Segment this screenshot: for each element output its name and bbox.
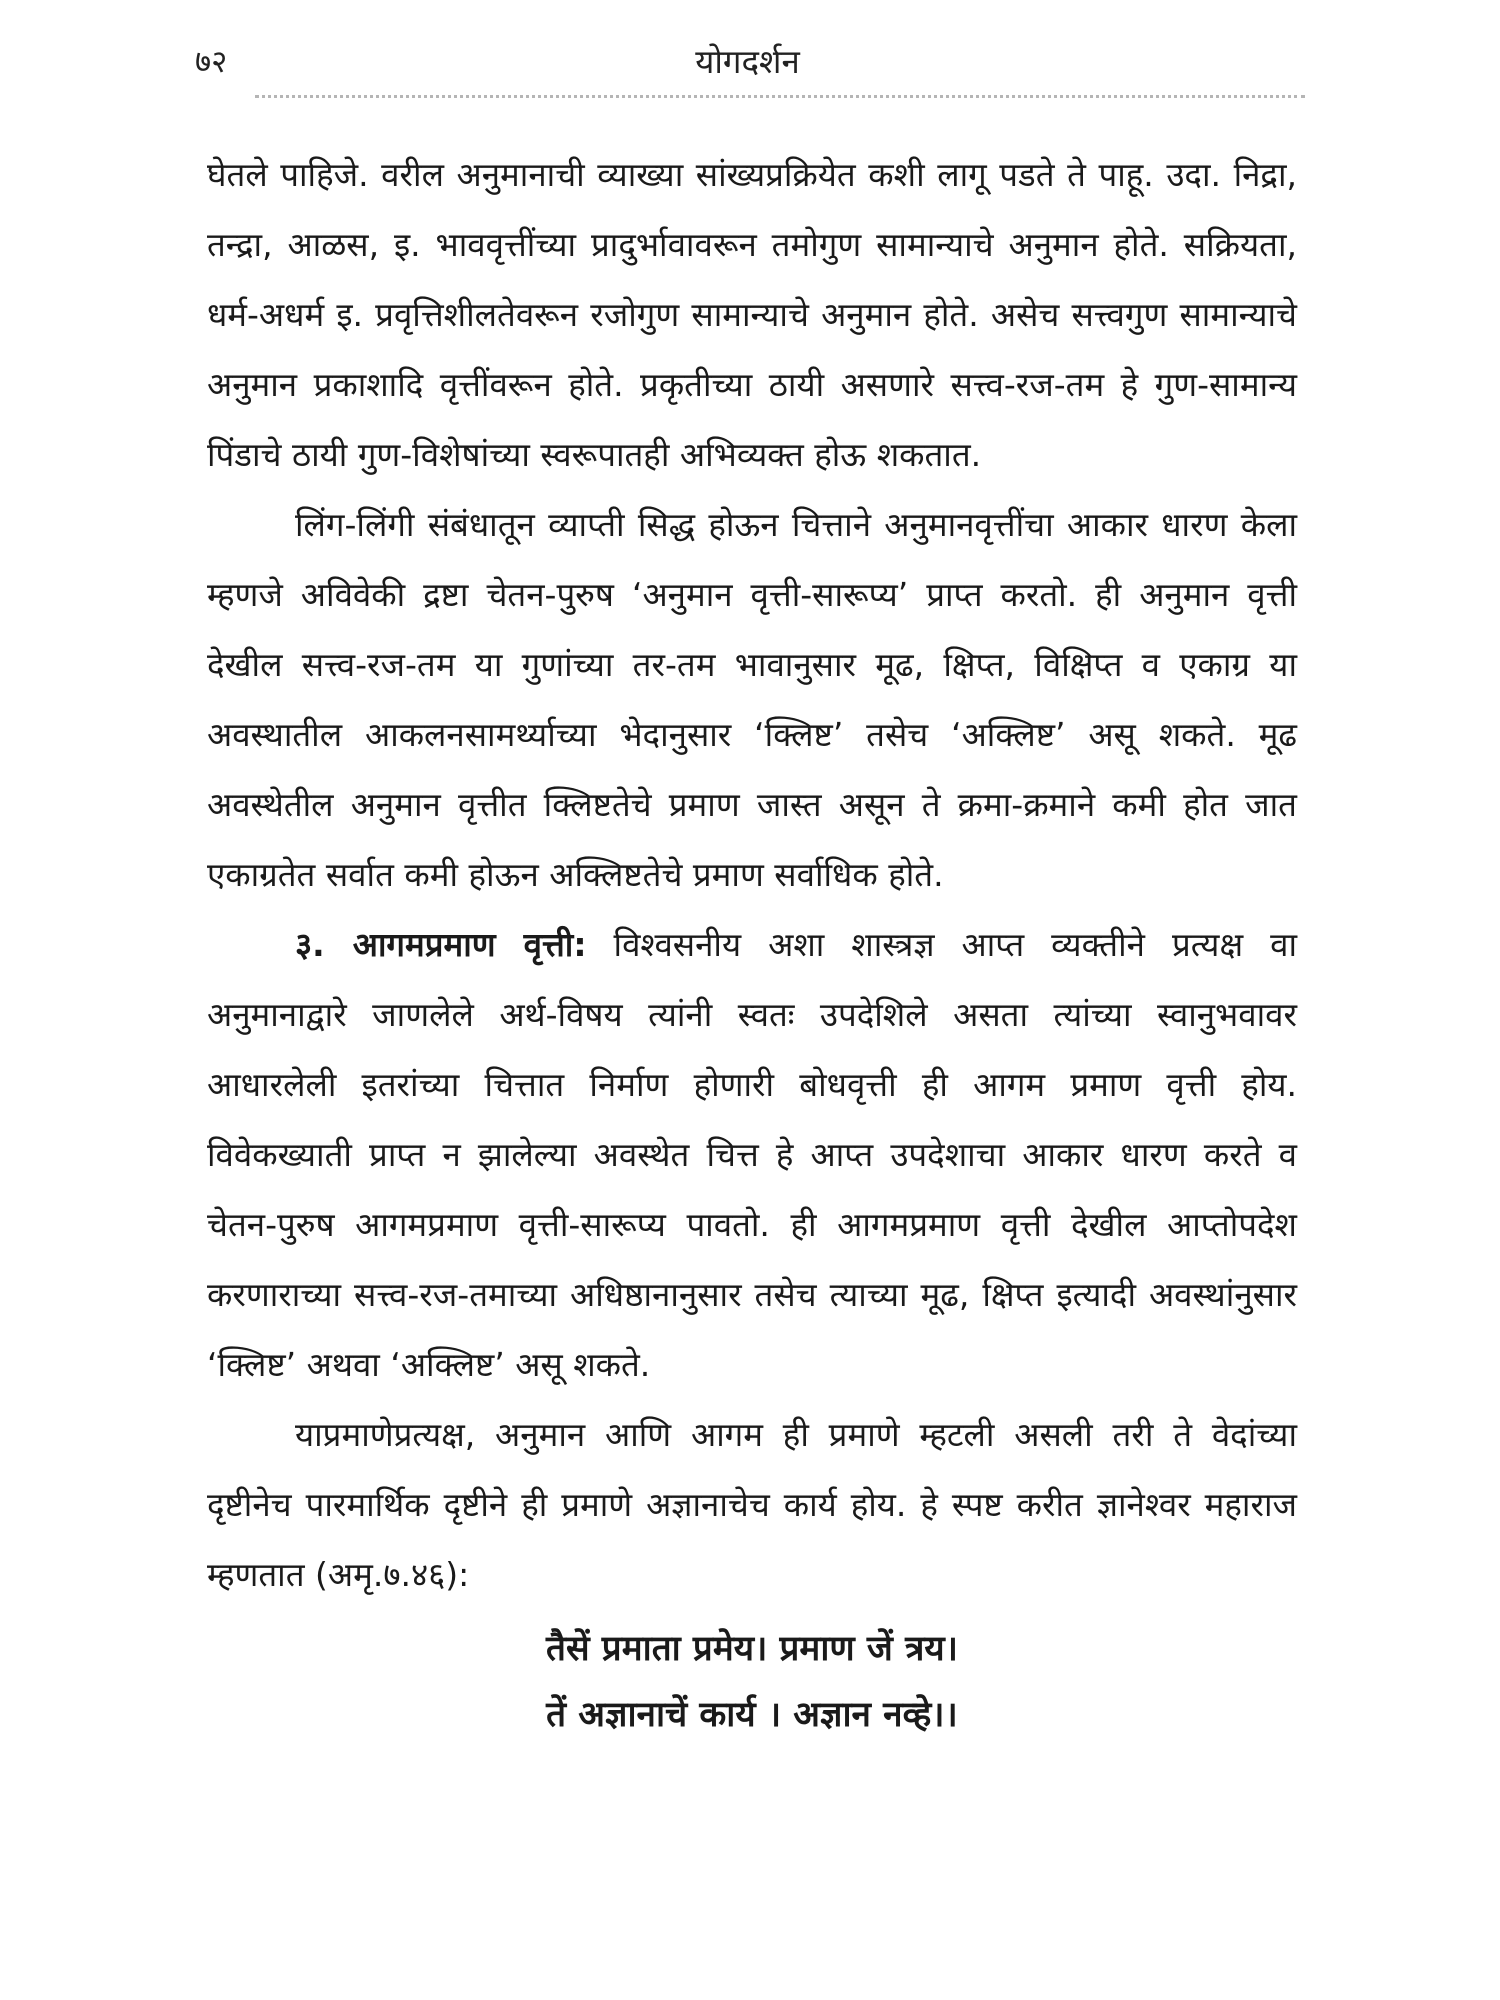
page-number: ७२	[195, 44, 228, 80]
section-heading-agama: ३. आगमप्रमाण वृत्ती:	[295, 925, 587, 964]
header-divider	[255, 95, 1305, 98]
verse-line-2: तें अज्ञानाचें कार्य । अज्ञान नव्हे।।	[546, 1695, 958, 1735]
verse-line-1: तैसें प्रमाता प्रमेय। प्रमाण जें त्रय।	[546, 1629, 958, 1669]
page-body	[207, 140, 1297, 1748]
paragraph-linga-lingi: लिंग-लिंगी संबंधातून व्याप्ती सिद्ध होऊन चित्ताने अनुमानवृत्तींचा आकार धारण केला म्हणजे अविवेकी द्रष्टा चेतन-पुरुष ‘अनुमान वृत्ती-सारूप्य’ प्राप्त करतो. ही अनुमान वृत्ती देखील सत्त्व-रज-तम या गुणांच्या तर-तम भावानुसार मूढ, क्षिप्त, विक्षिप्त व एकाग्र या अवस्थातील आकलनसामर्थ्याच्या भेदानुसार ‘क्लिष्ट’ तसेच ‘अक्लिष्ट’ असू शकते. मूढ अवस्थेतील अनुमान वृत्तीत क्लिष्टतेचे प्रमाण जास्त असून ते क्रमा-क्रमाने कमी होत जात एकाग्रतेत सर्वात कमी होऊन अक्लिष्टतेचे प्रमाण सर्वाधिक होते.	[207, 505, 1297, 894]
running-title: योगदर्शन	[695, 42, 800, 81]
paragraph-agama-pramana	[207, 910, 1297, 1400]
verse-quote	[207, 1616, 1297, 1748]
paragraph-inference-examples: घेतले पाहिजे. वरील अनुमानाची व्याख्या सांख्यप्रक्रियेत कशी लागू पडते ते पाहू. उदा. निद्रा, तन्द्रा, आळस, इ. भाववृत्तींच्या प्रादुर्भावावरून तमोगुण सामान्याचे अनुमान होते. सक्रियता, धर्म-अधर्म इ. प्रवृत्तिशीलतेवरून रजोगुण सामान्याचे अनुमान होते. असेच सत्त्वगुण सामान्याचे अनुमान प्रकाशादि वृत्तींवरून होते. प्रकृतीच्या ठायी असणारे सत्त्व-रज-तम हे गुण-सामान्य पिंडाचे ठायी गुण-विशेषांच्या स्वरूपातही अभिव्यक्त होऊ शकतात.	[207, 155, 1297, 474]
paragraph-agama-body: विश्वसनीय अशा शास्त्रज्ञ आप्त व्यक्तीने प्रत्यक्ष वा अनुमानाद्वारे जाणलेले अर्थ-विषय त्यांनी स्वतः उपदेशिले असता त्यांच्या स्वानुभवावर आधारलेली इतरांच्या चित्तात निर्माण होणारी बोधवृत्ती ही आगम प्रमाण वृत्ती होय. विवेकख्याती प्राप्त न झालेल्या अवस्थेत चित्त हे आप्त उपदेशाचा आकार धारण करते व चेतन-पुरुष आगमप्रमाण वृत्ती-सारूप्य पावतो. ही आगमप्रमाण वृत्ती देखील आप्तोपदेश करणाराच्या सत्त्व-रज-तमाच्या अधिष्ठानानुसार तसेच त्याच्या मूढ, क्षिप्त इत्यादी अवस्थांनुसार ‘क्लिष्ट’ अथवा ‘अक्लिष्ट’ असू शकते.	[207, 925, 1297, 1384]
paragraph-conclusion: याप्रमाणेप्रत्यक्ष, अनुमान आणि आगम ही प्रमाणे म्हटली असली तरी ते वेदांच्या दृष्टीनेच पारमार्थिक दृष्टीने ही प्रमाणे अज्ञानाचेच कार्य होय. हे स्पष्ट करीत ज्ञानेश्वर महाराज म्हणतात (अमृ.७.४६):	[207, 1415, 1297, 1594]
page-header	[195, 28, 1300, 98]
